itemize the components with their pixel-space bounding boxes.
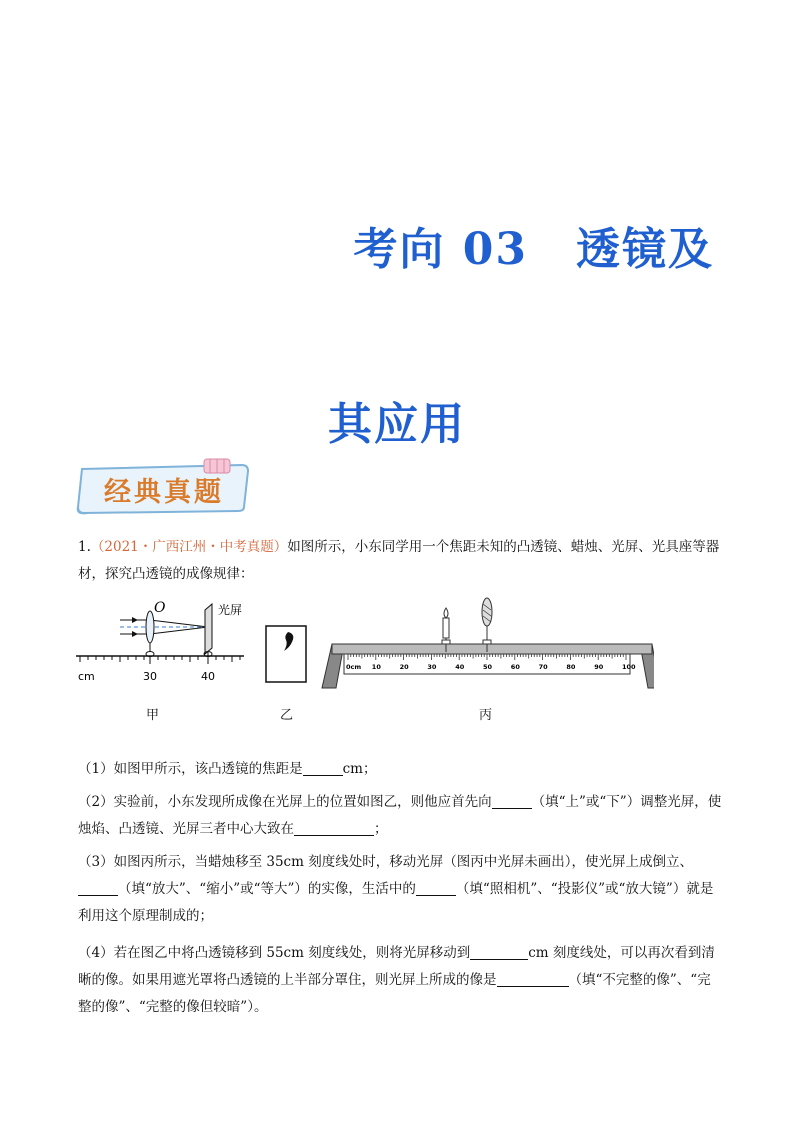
part3-text-c: （填“照相机”、“投影仪”或“放大镜”）就是利用这个原理制成的； bbox=[78, 881, 714, 924]
answer-blank-4b[interactable] bbox=[497, 972, 569, 987]
question-part-3 bbox=[78, 849, 724, 930]
question-source: （2021・广西江州・中考真题） bbox=[90, 539, 288, 555]
question-intro bbox=[78, 534, 724, 588]
bench-tick-label: 60 bbox=[510, 663, 520, 671]
axis-unit-cm: cm bbox=[78, 670, 95, 683]
part1-text-a: （1）如图甲所示，该凸透镜的焦距是 bbox=[78, 761, 303, 777]
question-part-4 bbox=[78, 940, 724, 1021]
part2-text-a: （2）实验前，小东发现所成像在光屏上的位置如图乙，则他应首先向 bbox=[78, 794, 492, 810]
figures bbox=[74, 596, 654, 726]
screen-label: 光屏 bbox=[218, 603, 243, 617]
bench-tick-label: 70 bbox=[538, 663, 548, 671]
answer-blank-2a[interactable] bbox=[492, 794, 532, 809]
part2-text-c: ； bbox=[374, 821, 388, 837]
banner-label: 经典真题 bbox=[104, 476, 224, 508]
figure-yi bbox=[266, 626, 306, 682]
part4-text-c: （填“不完整的像”、“完整的像”、“完整的像但较暗”）。 bbox=[78, 972, 711, 1015]
figure-label-yi: 乙 bbox=[280, 708, 294, 723]
answer-blank-2b[interactable] bbox=[294, 821, 374, 836]
page-title-line2: 其应用 bbox=[328, 399, 466, 450]
question-number: 1. bbox=[78, 539, 91, 555]
lens-label-o: O bbox=[154, 600, 166, 616]
figure-bing bbox=[322, 598, 654, 688]
page-title-line1 bbox=[353, 213, 714, 277]
bench-tick-label: 100 bbox=[622, 663, 636, 671]
title-part2: 透镜及 bbox=[576, 224, 714, 275]
part4-text-a: （4）若在图乙中将凸透镜移到 55cm 刻度线处，则将光屏移动到 bbox=[78, 945, 471, 961]
figure-label-jia: 甲 bbox=[146, 708, 160, 723]
question-text: 如图所示，小东同学用一个焦距未知的凸透镜、蜡烛、光屏、光具座等器材，探究凸透镜的成像规律： bbox=[78, 539, 720, 582]
title-part1: 考向 03 bbox=[353, 224, 528, 275]
figure-diagrams bbox=[74, 596, 654, 726]
figure-label-bing: 丙 bbox=[479, 708, 493, 723]
tick-30: 30 bbox=[143, 670, 157, 683]
bench-tick-label: 90 bbox=[594, 663, 604, 671]
bench-tick-label: 40 bbox=[455, 663, 465, 671]
bench-tick-label: 30 bbox=[427, 663, 437, 671]
question-part-1 bbox=[78, 756, 724, 783]
part3-text-a: （3）如图丙所示，当蜡烛移至 35cm 刻度线处时，移动光屏（图丙中光屏未画出），使光屏上成倒立、 bbox=[78, 854, 693, 870]
tick-40: 40 bbox=[201, 670, 215, 683]
answer-blank-4a[interactable] bbox=[470, 945, 528, 960]
bench-tick-label: 0cm bbox=[346, 663, 362, 671]
part1-text-b: cm； bbox=[342, 761, 377, 777]
answer-blank-3a[interactable] bbox=[78, 881, 118, 896]
question-part-2 bbox=[78, 789, 724, 843]
part4-text-b: cm 刻度线处，可以再次看到清晰的像。如果用遮光罩将凸透镜的上半部分罩住，则光屏上所成的像是 bbox=[78, 945, 715, 988]
answer-blank-1[interactable] bbox=[303, 761, 343, 776]
part3-text-b: （填“放大”、“缩小”或“等大”）的实像，生活中的 bbox=[118, 881, 416, 897]
part2-text-b: （填“上”或“下”）调整光屏，使烛焰、凸透镜、光屏三者中心大致在 bbox=[78, 794, 722, 837]
bench-tick-label: 20 bbox=[399, 663, 409, 671]
bench-tick-label: 10 bbox=[371, 663, 381, 671]
section-banner bbox=[74, 455, 254, 517]
bench-tick-label: 80 bbox=[566, 663, 576, 671]
bench-tick-label: 50 bbox=[483, 663, 493, 671]
answer-blank-3b[interactable] bbox=[416, 881, 456, 896]
